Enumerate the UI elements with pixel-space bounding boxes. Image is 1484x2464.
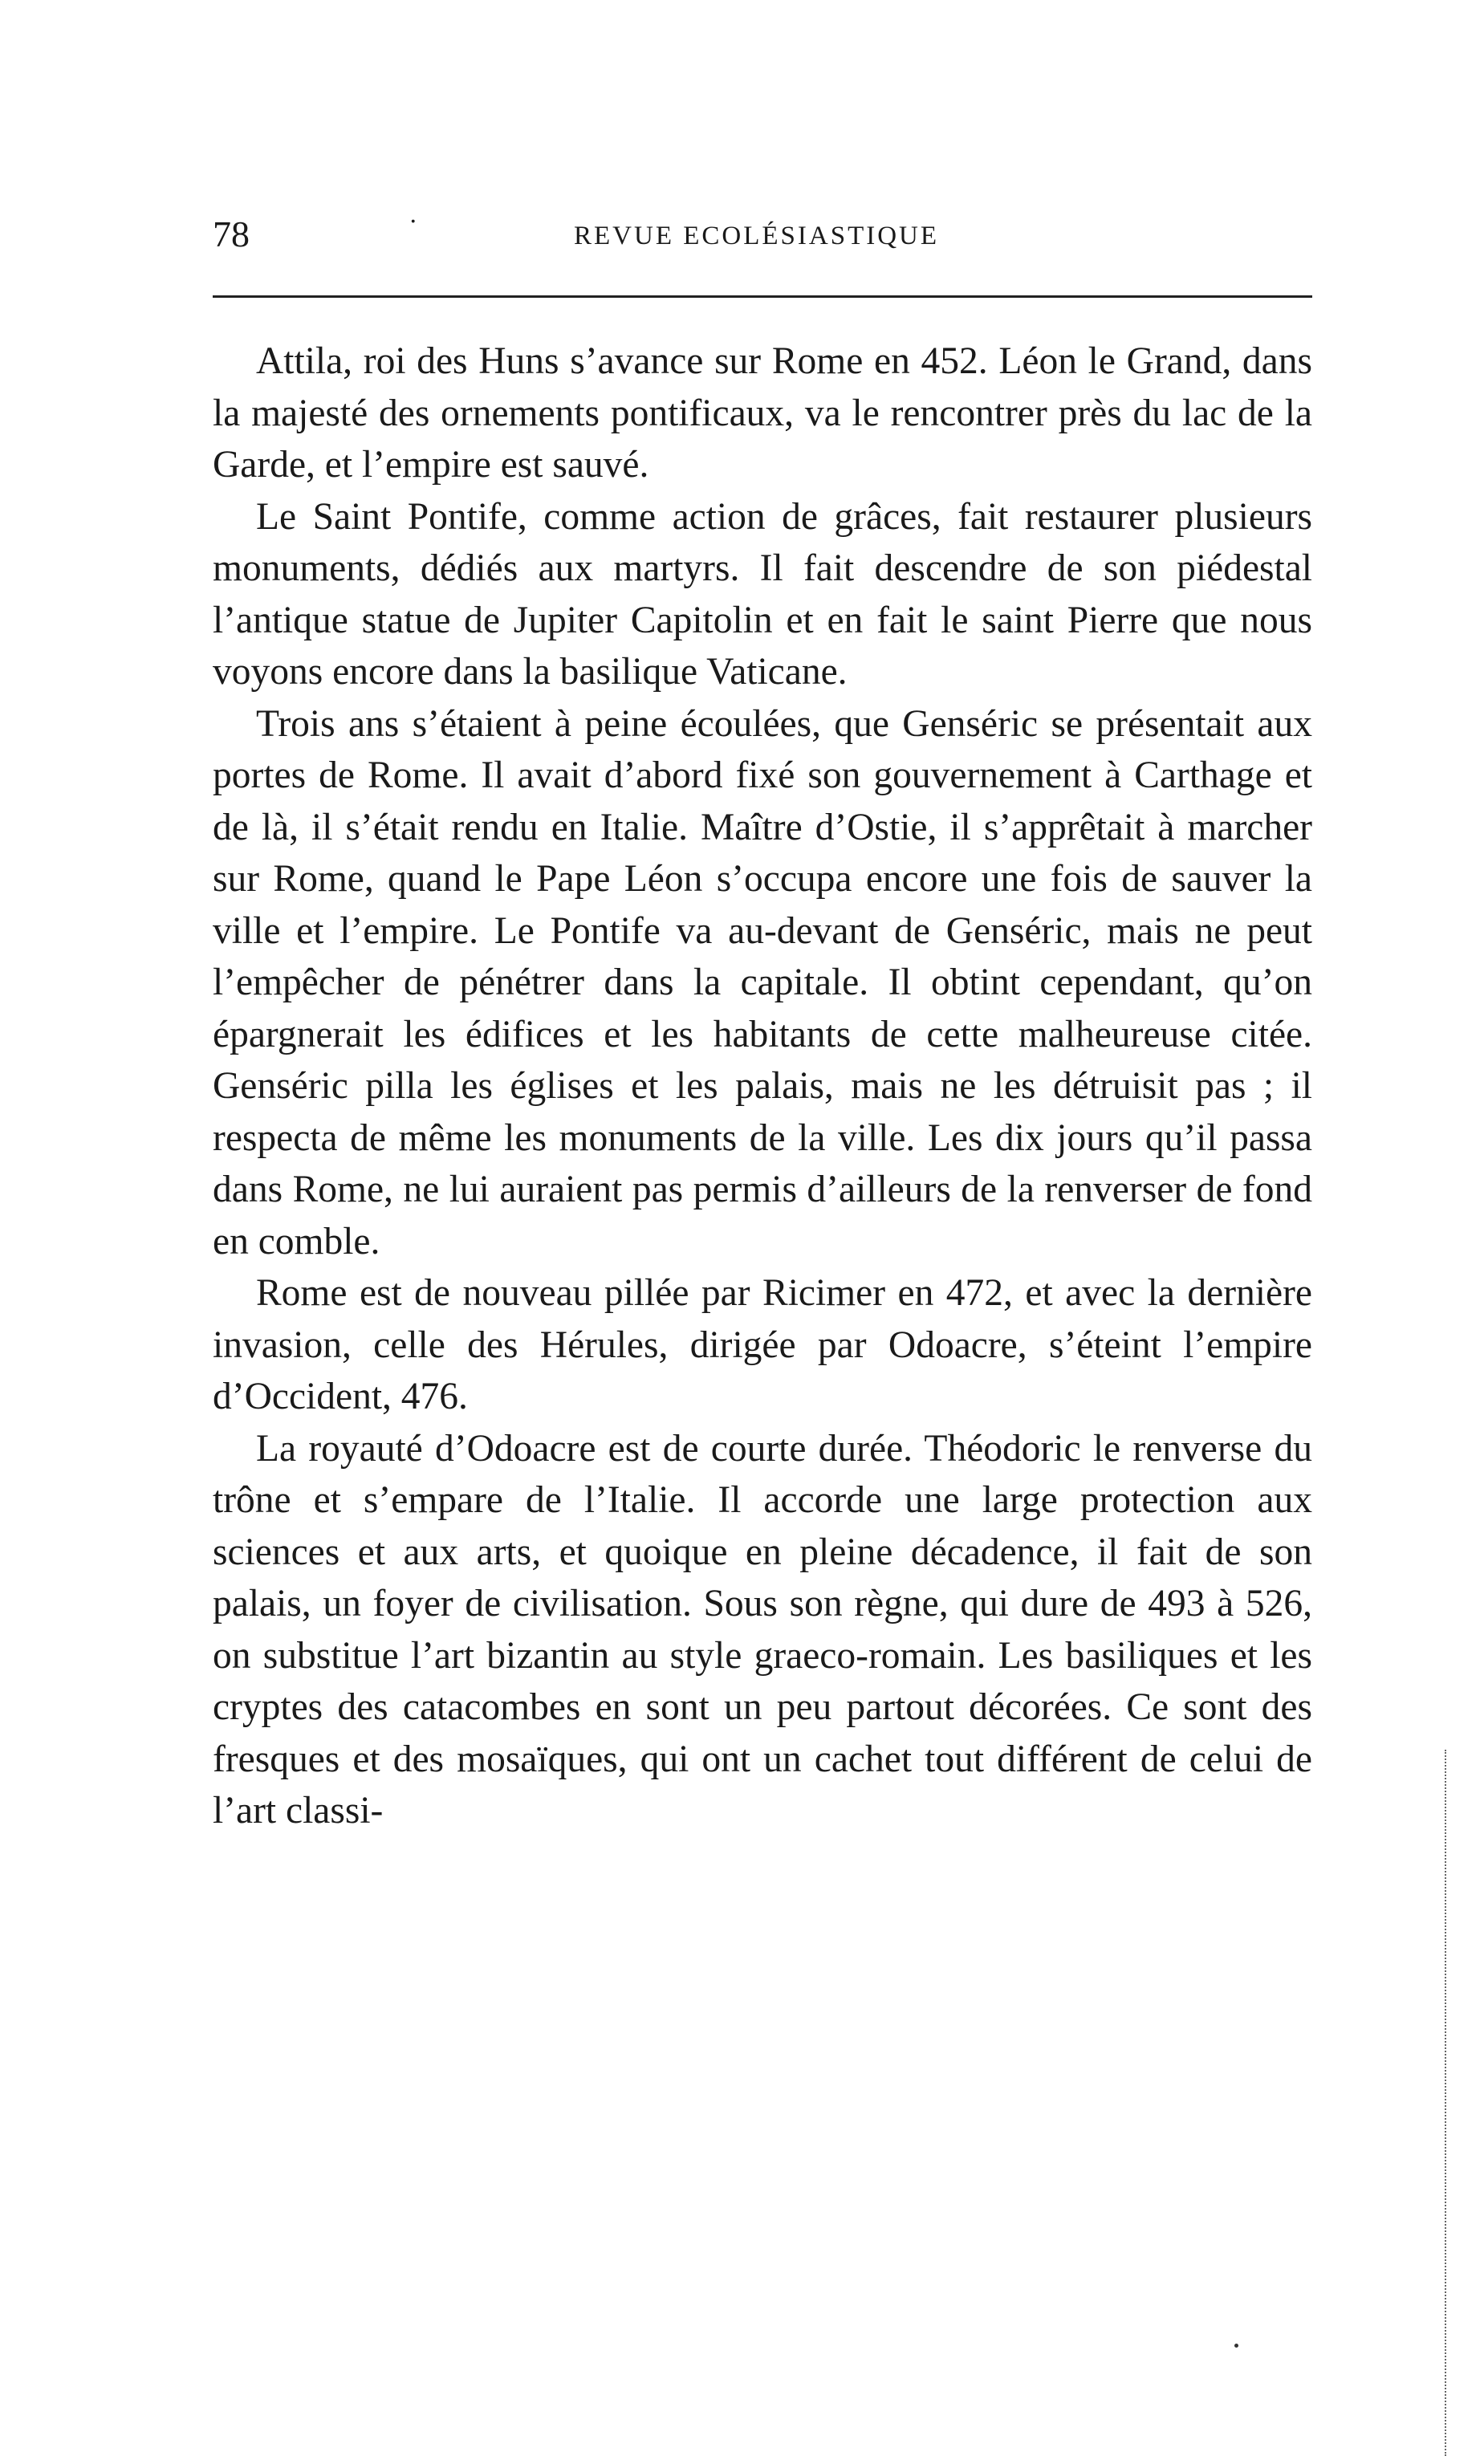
scan-speck (1234, 2344, 1238, 2348)
page-number: 78 (213, 213, 250, 254)
scan-margin-mark (1445, 1750, 1454, 2456)
paragraph: Trois ans s’étaient à peine écoulées, que Genséric se présentait aux portes de Rome. Il avait d’abord fixé son gouvernement à Carthage et de là, il s’était rendu en Italie. Maître d’Ostie, il s’apprêtait à marcher sur Rome, quand le Pape Léon s’occupa encore une fois de sauver la ville et l’empire. Le Pontife va au-devant de Genséric, mais ne peut l’empêcher de pénétrer dans la capitale. Il obtint cependant, qu’on épargnerait les édifices et les habitants de cette malheureuse citée. Genséric pilla les églises et les palais, mais ne les détruisit pas ; il respecta de même les monuments de la ville. Les dix jours qu’il passa dans Rome, ne lui auraient pas permis d’ailleurs de la renverser de fond en comble. (213, 702, 1312, 1262)
running-title: REVUE ECOLÉSIASTIQUE (574, 222, 940, 250)
header-rule (213, 295, 1312, 298)
paragraph: Attila, roi des Huns s’avance sur Rome en 452. Léon le Grand, dans la majesté des ornements pontificaux, va le rencontrer près du lac de la Garde, et l’empire est sauvé. (213, 340, 1312, 486)
header-ornament-dot: · (409, 208, 417, 236)
paragraph: Le Saint Pontife, comme action de grâces, fait restaurer plusieurs monuments, dédiés aux martyrs. Il fait descendre de son piédestal l’antique statue de Jupiter Capitolin et en fait le saint Pierre que nous voyons encore dans la basilique Vaticane. (213, 495, 1312, 693)
body-text (213, 335, 1312, 1837)
paragraph: Rome est de nouveau pillée par Ricimer en 472, et avec la dernière invasion, celle des Hérules, dirigée par Odoacre, s’éteint l’empire d’Occident, 476. (213, 1272, 1312, 1417)
page-header (213, 210, 1312, 258)
paragraph: La royauté d’Odoacre est de courte durée. Théodoric le renverse du trône et s’empare de l’Italie. Il accorde une large protection aux sciences et aux arts, et quoique en pleine décadence, il fait de son palais, un foyer de civilisation. Sous son règne, qui dure de 493 à 526, on substitue l’art bizantin au style graeco-romain. Les basiliques et les cryptes des catacombes en sont un peu partout décorées. Ce sont des fresques et des mosaïques, qui ont un cachet tout différent de celui de l’art classi- (213, 1427, 1312, 1832)
